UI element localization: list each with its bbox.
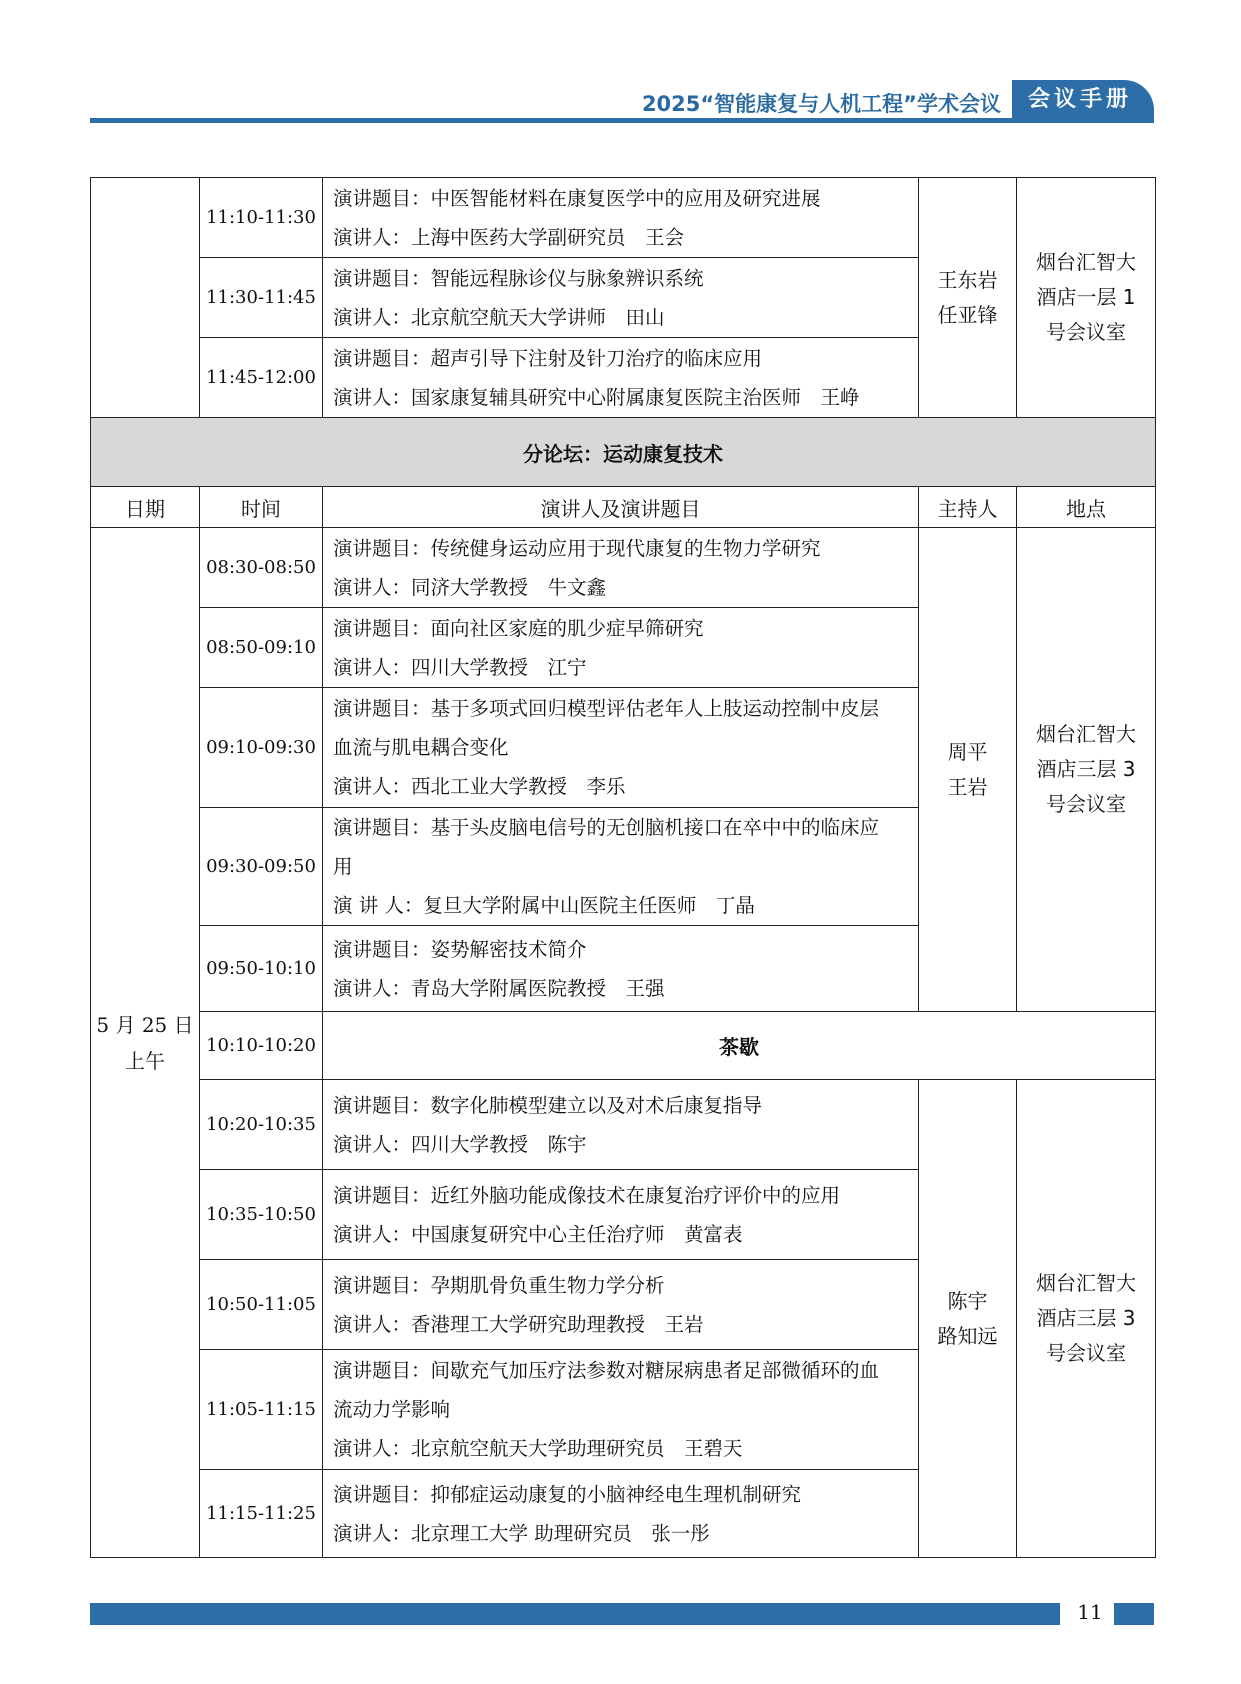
location-line: 烟台汇智大 [1036,250,1136,274]
column-header-date: 日期 [91,487,200,528]
tea-break-time: 10:10-10:20 [200,1012,323,1080]
column-header-row [91,487,1156,528]
talk-time: 08:30-08:50 [200,528,323,608]
table-row [91,178,1156,258]
footer-bar-end [1114,1603,1154,1625]
talk-title: 演讲题目：数字化肺模型建立以及对术后康复指导 [333,1093,763,1117]
talk-time: 09:10-09:30 [200,688,323,808]
host-name: 任亚锋 [937,302,998,327]
talk-title: 演讲题目：基于多项式回归模型评估老年人上肢运动控制中皮层 [333,697,880,720]
host-name: 周平 [947,739,988,764]
date-cell-empty [91,178,200,418]
talk-time: 09:30-09:50 [200,808,323,926]
location-line: 烟台汇智大 [1036,722,1136,746]
talk-speaker: 演讲人：国家康复辅具研究中心附属康复医院主治医师 王峥 [333,385,860,409]
talk-speaker: 演讲人：西北工业大学教授 李乐 [333,775,626,798]
talk-cell [323,1350,919,1470]
forum-title: 分论坛：运动康复技术 [91,418,1156,487]
date-day: 5 月 25 日 [96,1012,194,1037]
talk-cell [323,528,919,608]
schedule-table [90,177,1156,1558]
location-line: 号会议室 [1046,320,1126,344]
handbook-badge: 会议手册 [1012,80,1154,118]
talk-title: 演讲题目：间歇充气加压疗法参数对糖尿病患者足部微循环的血 [333,1359,880,1382]
talk-title: 演讲题目：基于头皮脑电信号的无创脑机接口在卒中中的临床应 [333,816,880,839]
talk-cell [323,808,919,926]
talk-speaker: 演讲人：同济大学教授 牛文鑫 [333,575,607,599]
talk-speaker: 演 讲 人：复旦大学附属中山医院主任医师 丁晶 [333,894,755,917]
location-cell [1017,528,1156,1012]
talk-title: 演讲题目：面向社区家庭的肌少症早筛研究 [333,616,704,640]
talk-time: 11:05-11:15 [200,1350,323,1470]
talk-title: 演讲题目：超声引导下注射及针刀治疗的临床应用 [333,346,763,370]
talk-time: 10:35-10:50 [200,1170,323,1260]
location-cell [1017,1080,1156,1558]
talk-time: 11:30-11:45 [200,258,323,338]
column-header-host: 主持人 [919,487,1017,528]
location-line: 烟台汇智大 [1036,1271,1136,1295]
location-line: 酒店三层 3 [1036,757,1136,781]
talk-title: 演讲题目：近红外脑功能成像技术在康复治疗评价中的应用 [333,1183,841,1207]
forum-header-row [91,418,1156,487]
column-header-talk: 演讲人及演讲题目 [323,487,919,528]
talk-cell [323,258,919,338]
date-period: 上午 [125,1048,165,1073]
talk-time: 11:15-11:25 [200,1470,323,1558]
talk-time: 10:50-11:05 [200,1260,323,1350]
page-number: 11 [1077,1600,1103,1624]
talk-cell [323,926,919,1012]
talk-cell [323,1470,919,1558]
talk-cell [323,338,919,418]
talk-title: 演讲题目：传统健身运动应用于现代康复的生物力学研究 [333,536,821,560]
talk-speaker: 演讲人：四川大学教授 陈宇 [333,1132,587,1156]
location-line: 酒店三层 3 [1036,1306,1136,1330]
talk-title: 演讲题目：中医智能材料在康复医学中的应用及研究进展 [333,186,821,210]
talk-time: 11:10-11:30 [200,178,323,258]
talk-time: 11:45-12:00 [200,338,323,418]
date-cell [91,528,200,1558]
footer-bar [90,1603,1060,1625]
host-cell [919,178,1017,418]
column-header-location: 地点 [1017,487,1156,528]
talk-speaker: 演讲人：北京理工大学 助理研究员 张一彤 [333,1521,710,1545]
column-header-time: 时间 [200,487,323,528]
talk-cell [323,688,919,808]
table-row [91,528,1156,608]
talk-cell [323,178,919,258]
talk-speaker: 演讲人：北京航空航天大学助理研究员 王碧天 [333,1437,743,1460]
talk-title: 演讲题目：孕期肌骨负重生物力学分析 [333,1273,665,1297]
talk-title: 演讲题目：智能远程脉诊仪与脉象辨识系统 [333,266,704,290]
host-name: 王岩 [947,774,988,799]
talk-cell [323,608,919,688]
talk-speaker: 演讲人：上海中医药大学副研究员 王会 [333,225,685,249]
talk-cell [323,1170,919,1260]
location-line: 号会议室 [1046,1341,1126,1365]
location-cell [1017,178,1156,418]
talk-speaker: 演讲人：香港理工大学研究助理教授 王岩 [333,1312,704,1336]
talk-speaker: 演讲人：四川大学教授 江宁 [333,655,587,679]
host-name: 王东岩 [937,267,998,292]
talk-cell [323,1080,919,1170]
talk-title: 演讲题目：抑郁症运动康复的小脑神经电生理机制研究 [333,1482,802,1506]
tea-break-label: 茶歇 [323,1012,1156,1080]
talk-title: 演讲题目：姿势解密技术简介 [333,937,587,961]
talk-cell [323,1260,919,1350]
location-line: 酒店一层 1 [1036,285,1136,309]
talk-time: 09:50-10:10 [200,926,323,1012]
talk-speaker: 演讲人：北京航空航天大学讲师 田山 [333,305,665,329]
talk-time: 10:20-10:35 [200,1080,323,1170]
conference-title: 2025“智能康复与人机工程”学术会议 [641,92,1001,116]
host-name: 路知远 [937,1323,998,1348]
talk-speaker: 演讲人：青岛大学附属医院教授 王强 [333,976,665,1000]
tea-break-row [91,1012,1156,1080]
location-line: 号会议室 [1046,792,1126,816]
talk-speaker: 演讲人：中国康复研究中心主任治疗师 黄富表 [333,1222,743,1246]
host-name: 陈宇 [947,1288,988,1313]
host-cell [919,1080,1017,1558]
talk-title-cont: 血流与肌电耦合变化 [333,736,509,759]
table-row [91,1080,1156,1170]
header-rule [90,118,1154,123]
host-cell [919,528,1017,1012]
talk-title-cont: 用 [333,855,353,878]
talk-time: 08:50-09:10 [200,608,323,688]
talk-title-cont: 流动力学影响 [333,1398,451,1421]
